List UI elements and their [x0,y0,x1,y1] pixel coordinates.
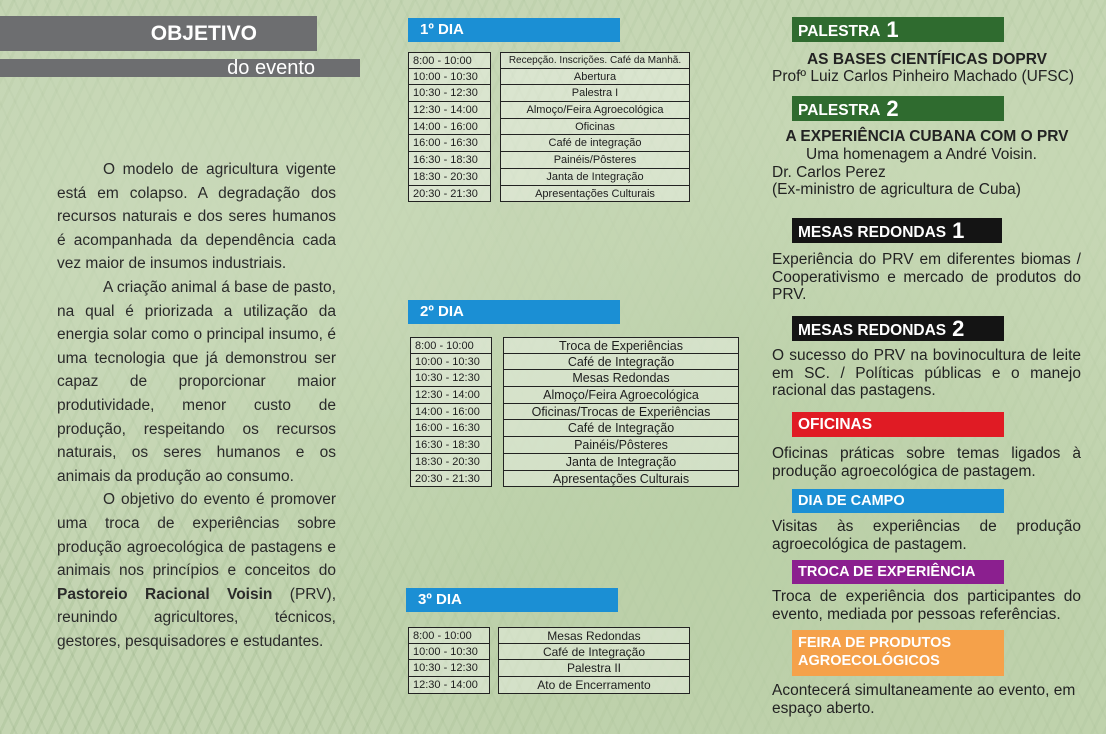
p3-bold: Pastoreio Racional Voisin [57,585,273,603]
activity-cell: Almoço/Feira Agroecológica [500,102,690,119]
time-cell: 18:30 - 20:30 [408,169,491,186]
activity-cell: Café de Integração [503,420,739,437]
activity-cell: Palestra II [498,660,690,677]
time-cell: 14:00 - 16:00 [410,404,492,421]
mesas-2-label: MESAS REDONDAS [798,322,947,339]
time-cell: 14:00 - 16:00 [408,119,491,136]
time-cell: 8:00 - 10:00 [408,627,490,644]
activity-cell: Apresentações Culturais [503,471,739,488]
palestra-1-number: 1 [886,17,899,42]
palestra-2-header [792,96,1004,121]
palestra-2-speaker-role: (Ex-ministro de agricultura de Cuba) [772,181,1021,198]
activity-cell: Mesas Redondas [498,627,690,644]
day-1-header: 1º DIA [408,18,620,42]
day-3-activities [498,627,690,694]
activity-cell: Café de Integração [498,644,690,661]
activity-cell: Mesas Redondas [503,370,739,387]
mesas-2-text: O sucesso do PRV na bovinocultura de leite em SC. / Políticas públicas e o manejo racional das pastagens. [772,347,1081,399]
activity-cell: Painéis/Pôsteres [503,437,739,454]
time-cell: 18:30 - 20:30 [410,454,492,471]
time-cell: 16:00 - 16:30 [410,420,492,437]
day-3-times [408,627,490,694]
activity-cell: Ato de Encerramento [498,677,690,694]
activity-cell: Café de Integração [503,354,739,371]
p3-start: O objetivo do evento é promover uma troca de experiências sobre produção agroecológica de pastagens e animais nos princípios e conceitos do [57,491,336,580]
objetivo-heading: OBJETIVO [0,16,317,51]
p3-end: (PRV), reunindo agricultores, técnicos, gestores, pesquisadores e estudantes. [57,585,337,650]
time-cell: 16:30 - 18:30 [408,152,491,169]
intro-text [57,158,336,653]
time-cell: 10:00 - 10:30 [408,644,490,661]
activity-cell: Apresentações Culturais [500,186,690,203]
activity-cell: Painéis/Pôsteres [500,152,690,169]
palestra-2-tribute: Uma homenagem a André Voisin. [806,146,1037,163]
activity-cell: Janta de Integração [500,169,690,186]
day-2-times [410,337,492,487]
troca-experiencia-text: Troca de experiência dos participantes do evento, mediada por pessoas referências. [772,588,1081,623]
palestra-2-label: PALESTRA [798,102,881,119]
activity-cell: Janta de Integração [503,454,739,471]
activity-cell: Abertura [500,69,690,86]
dia-de-campo-header: DIA DE CAMPO [792,489,1004,513]
activity-cell: Palestra I [500,85,690,102]
day-1-times [408,52,491,202]
do-evento-subheading: do evento [0,59,360,77]
mesas-2-number: 2 [952,316,965,341]
oficinas-text: Oficinas práticas sobre temas ligados à produção agroecológica de pastagem. [772,445,1081,480]
activity-cell: Oficinas [500,119,690,136]
day-1-activities [500,52,690,202]
time-cell: 16:00 - 16:30 [408,135,491,152]
dia-de-campo-text: Visitas às experiências de produção agroecológica de pastagem. [772,518,1081,553]
palestra-1-header [792,17,1004,42]
time-cell: 10:30 - 12:30 [410,370,492,387]
troca-experiencia-header: TROCA DE EXPERIÊNCIA [792,560,1004,584]
intro-paragraph-2: A criação animal á base de pasto, na qual é priorizada a utilização da energia solar como o principal insumo, é uma tecnologia que já demonstrou ser capaz de proporcionar maior produtividade, menor custo de produção, respeitando os recursos naturais, os seres humanos e os animais da produção ao consumo. [57,278,336,485]
time-cell: 10:00 - 10:30 [408,69,491,86]
day-2-activities [503,337,739,487]
day-3-header: 3º DIA [406,588,618,612]
time-cell: 12:30 - 14:00 [408,677,490,694]
intro-paragraph-1: O modelo de agricultura vigente está em colapso. A degradação dos recursos naturais e dos seres humanos é acompanhada da dependência cada vez maior de insumos industriais. [57,161,336,273]
palestra-1-speaker: Profº Luiz Carlos Pinheiro Machado (UFSC) [772,68,1074,85]
time-cell: 10:30 - 12:30 [408,660,490,677]
palestra-1-title: AS BASES CIENTÍFICAS DOPRV [806,51,1047,68]
feira-text: Acontecerá simultaneamente ao evento, em espaço aberto. [772,682,1076,717]
activity-cell: Oficinas/Trocas de Experiências [503,404,739,421]
activity-cell: Troca de Experiências [503,337,739,354]
activity-cell: Recepção. Inscrições. Café da Manhã. [500,52,690,69]
palestra-2-title: A EXPERIÊNCIA CUBANA COM O PRV [785,128,1069,145]
time-cell: 16:30 - 18:30 [410,437,492,454]
time-cell: 12:30 - 14:00 [410,387,492,404]
time-cell: 20:30 - 21:30 [408,186,491,203]
time-cell: 8:00 - 10:00 [410,337,492,354]
time-cell: 12:30 - 14:00 [408,102,491,119]
time-cell: 20:30 - 21:30 [410,471,492,488]
palestra-2-number: 2 [886,96,899,121]
mesas-1-header [792,218,1002,243]
time-cell: 10:30 - 12:30 [408,85,491,102]
activity-cell: Café de integração [500,135,690,152]
day-2-header: 2º DIA [408,300,620,324]
palestra-2-speaker: Dr. Carlos Perez [772,164,886,181]
feira-label-line-2: AGROECOLÓGICOS [798,653,940,669]
activity-cell: Almoço/Feira Agroecológica [503,387,739,404]
mesas-1-text: Experiência do PRV em diferentes biomas / Cooperativismo e mercado de produtos do PRV. [772,251,1081,303]
palestra-1-label: PALESTRA [798,23,881,40]
feira-header [792,630,1004,676]
mesas-2-header [792,316,1004,341]
feira-label-line-1: FEIRA DE PRODUTOS [798,635,952,651]
time-cell: 10:00 - 10:30 [410,354,492,371]
time-cell: 8:00 - 10:00 [408,52,491,69]
mesas-1-number: 1 [952,218,965,243]
intro-paragraph-3 [57,488,336,653]
mesas-1-label: MESAS REDONDAS [798,224,947,241]
oficinas-header: OFICINAS [792,412,1004,437]
